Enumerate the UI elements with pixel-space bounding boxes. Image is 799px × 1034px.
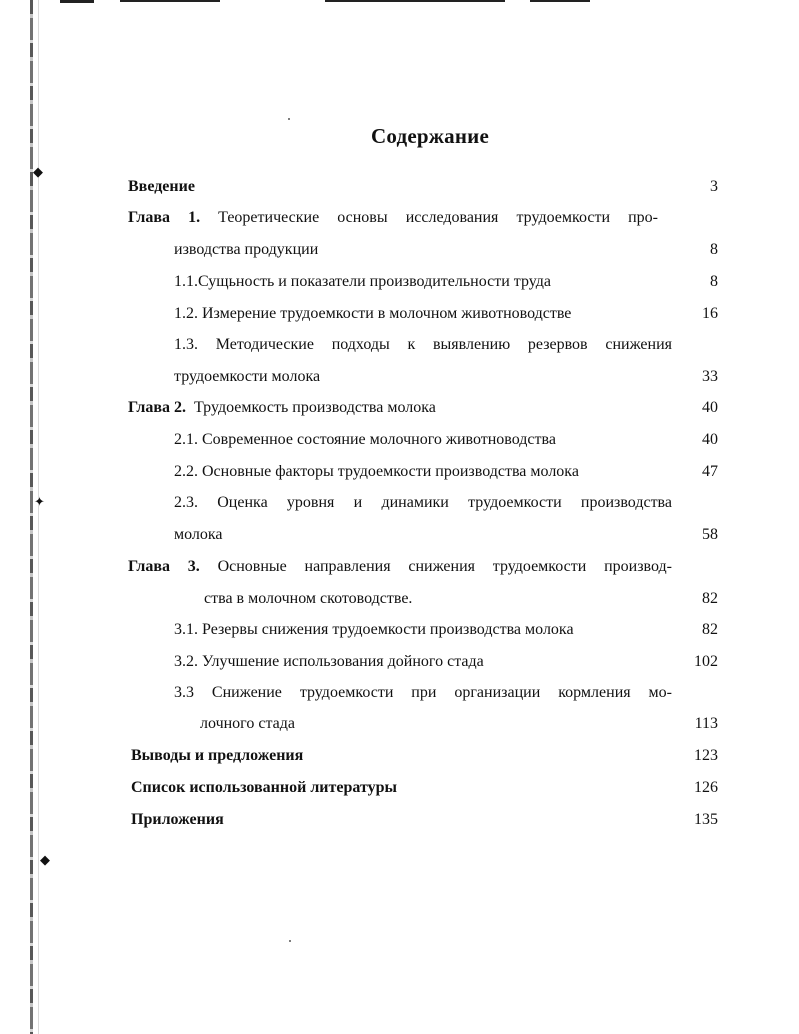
scan-top-mark bbox=[325, 0, 505, 2]
toc-entry-references bbox=[131, 776, 531, 800]
chapter-title: Трудоемкость производства молока bbox=[194, 399, 436, 416]
chapter-title-line-1: Основные направления снижения трудоемкости производ- bbox=[217, 558, 672, 575]
toc-entry-2-3 bbox=[174, 491, 672, 515]
toc-page-number: 3 bbox=[710, 178, 718, 195]
toc-entry-3-3 bbox=[174, 681, 672, 705]
toc-entry-intro bbox=[128, 175, 668, 199]
toc-page-number: 8 bbox=[710, 241, 718, 258]
toc-page-number: 126 bbox=[694, 779, 718, 796]
toc-page-number: 82 bbox=[702, 590, 718, 607]
toc-entry-label: Список использованной литературы bbox=[131, 779, 397, 796]
toc-entry-1-2 bbox=[174, 302, 644, 326]
toc-entry-label-line-2: молока bbox=[174, 526, 223, 543]
toc-entry-3-1 bbox=[174, 618, 654, 642]
chapter-title-line-2: изводства продукции bbox=[174, 241, 319, 258]
toc-entry-label: 3.2. Улучшение использования дойного стада bbox=[174, 653, 484, 670]
toc-entry-label: 1.1.Сущьность и показатели производительности труда bbox=[174, 273, 551, 290]
chapter-title-line-2: ства в молочном скотоводстве. bbox=[204, 590, 413, 607]
scan-edge-faint bbox=[38, 0, 39, 1034]
page-title: Содержание bbox=[371, 124, 489, 148]
toc-entry-chapter-3-cont bbox=[204, 587, 604, 611]
scan-dot bbox=[288, 118, 290, 120]
toc-page-number: 8 bbox=[710, 273, 718, 290]
toc-page-number: 58 bbox=[702, 526, 718, 543]
toc-entry-label-line-1: 1.3. Методические подходы к выявлению резервов снижения bbox=[174, 336, 672, 353]
toc-entry-chapter-2 bbox=[128, 396, 628, 420]
toc-entry-chapter-1 bbox=[128, 206, 658, 230]
toc-entry-1-3-cont bbox=[174, 365, 474, 389]
toc-entry-3-2 bbox=[174, 650, 574, 674]
toc-entry-label: 2.2. Основные факторы трудоемкости производства молока bbox=[174, 463, 579, 480]
toc-entry-label-line-1: 2.3. Оценка уровня и динамики трудоемкости производства bbox=[174, 494, 672, 511]
chapter-prefix: Глава 2. bbox=[128, 399, 186, 416]
toc-page-number: 102 bbox=[694, 653, 718, 670]
toc-entry-2-1 bbox=[174, 428, 644, 452]
toc-entry-3-3-cont bbox=[200, 712, 400, 736]
scan-dot bbox=[289, 940, 291, 942]
toc-page-number: 135 bbox=[694, 811, 718, 828]
toc-entry-label: Выводы и предложения bbox=[131, 747, 304, 764]
scan-top-mark bbox=[60, 0, 94, 3]
toc-entry-appendix bbox=[131, 808, 531, 832]
toc-page-number: 40 bbox=[702, 431, 718, 448]
toc-page-number: 47 bbox=[702, 463, 718, 480]
toc-page-number: 33 bbox=[702, 368, 718, 385]
toc-page-number: 123 bbox=[694, 747, 718, 764]
chapter-prefix: Глава 1. bbox=[128, 209, 201, 226]
toc-entry-label: 1.2. Измерение трудоемкости в молочном животноводстве bbox=[174, 305, 572, 322]
toc-entry-1-3 bbox=[174, 333, 672, 357]
scan-top-mark bbox=[530, 0, 590, 2]
toc-entry-conclusions bbox=[131, 744, 531, 768]
toc-entry-label-line-2: трудоемкости молока bbox=[174, 368, 321, 385]
scan-top-mark bbox=[120, 0, 220, 2]
toc-page-number: 40 bbox=[702, 399, 718, 416]
toc-entry-chapter-1-cont bbox=[174, 238, 574, 262]
toc-entry-label-line-2: лочного стада bbox=[200, 715, 295, 732]
scan-speck: ◆ bbox=[40, 852, 50, 867]
toc-entry-label: 3.1. Резервы снижения трудоемкости производства молока bbox=[174, 621, 574, 638]
toc-page-number: 16 bbox=[702, 305, 718, 322]
toc-entry-chapter-3 bbox=[128, 555, 672, 579]
toc-entry-label: Введение bbox=[128, 178, 195, 195]
chapter-title-line-1: Теоретические основы исследования трудоемкости про- bbox=[218, 209, 658, 226]
toc-entry-2-2 bbox=[174, 460, 654, 484]
toc-entry-label: Приложения bbox=[131, 811, 224, 828]
scan-edge bbox=[30, 0, 33, 1034]
toc-page-number: 113 bbox=[694, 715, 718, 732]
scan-speck: ◆ bbox=[33, 164, 43, 179]
chapter-prefix: Глава 3. bbox=[128, 558, 200, 575]
toc-entry-1-1 bbox=[174, 270, 614, 294]
toc-page-number: 82 bbox=[702, 621, 718, 638]
toc-entry-2-3-cont bbox=[174, 523, 374, 547]
toc-entry-label: 2.1. Современное состояние молочного животноводства bbox=[174, 431, 556, 448]
scan-speck: ✦ bbox=[34, 494, 45, 509]
toc-entry-label-line-1: 3.3 Снижение трудоемкости при организации кормления мо- bbox=[174, 684, 672, 701]
